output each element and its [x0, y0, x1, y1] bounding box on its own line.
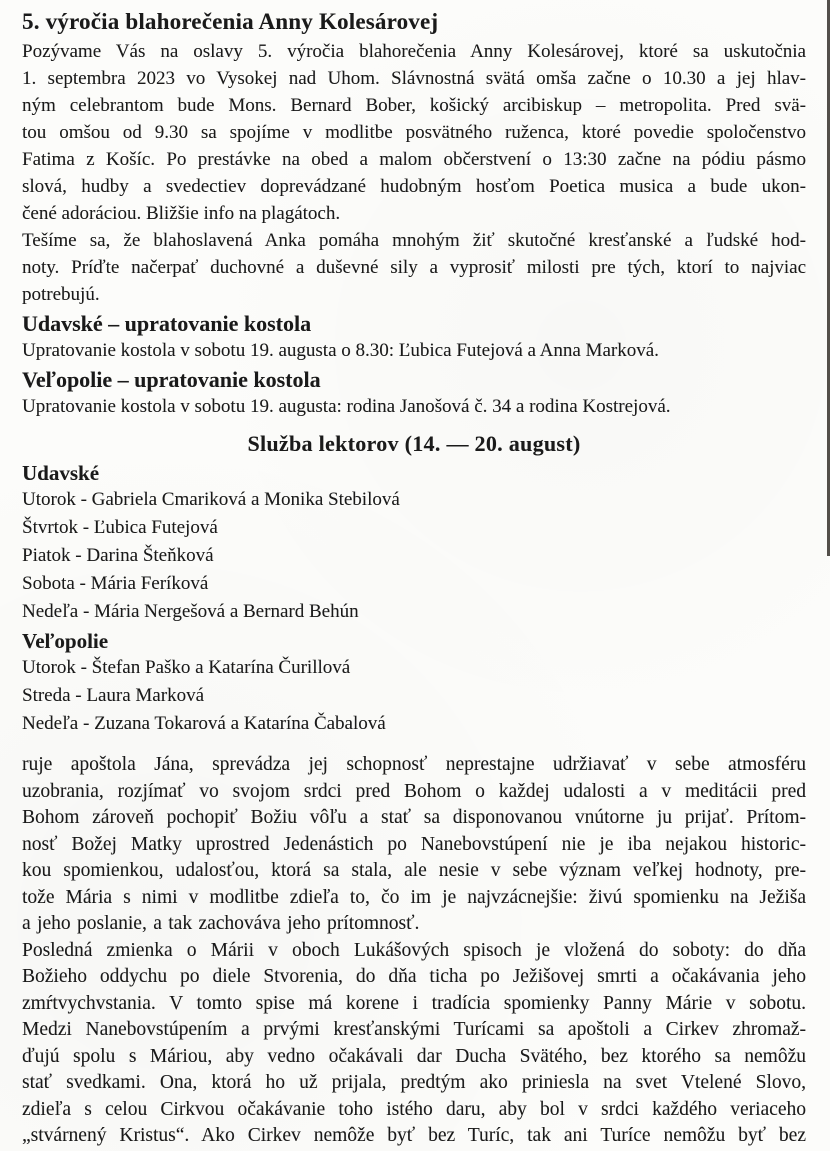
paragraph-article-mary-presence: [22, 752, 806, 938]
article-continuation: [22, 752, 806, 1150]
text-line: Štvrtok - Ľubica Futejová: [22, 517, 218, 538]
text-line: potrebujú.: [22, 284, 100, 305]
text-line: Streda - Laura Marková: [22, 685, 205, 706]
text-line: Utorok - Štefan Paško a Katarína Čurillová: [22, 657, 351, 678]
text-line: Fatima z Košíc. Po prestávke na obed a malom občerstvení o 13:30 začne na pódiu pásmo: [22, 149, 806, 170]
text-line: Tešíme sa, že blahoslavená Anka pomáha mnohým žiť skutočné kresťanské a ľudské hod-: [22, 230, 806, 251]
lector-group-name: Udavské: [22, 461, 100, 485]
text-line: Medzi Nanebovstúpením a prvými kresťanskými Turícami sa apoštoli a Cirkev zhromaž-: [22, 1019, 806, 1040]
text-line: uzobrania, rozjímať vo svojom srdci pred Bohom o každej udalosti a v meditácii pred: [22, 780, 806, 802]
paragraph-invitation: [22, 38, 806, 227]
text-line: 1. septembra 2023 vo Vysokej nad Uhom. Slávnostná svätá omša začne o 10.30 a jej hlav-: [22, 68, 806, 89]
text-line: noty. Príďte načerpať duchovné a duševné sily a vyprosiť milosti pre tých, ktorí to najviac: [22, 257, 806, 278]
text-line: ným celebrantom bude Mons. Bernard Bober, košický arcibiskup – metropolita. Pred svä-: [22, 95, 806, 116]
text-line: Pozývame Vás na oslavy 5. výročia blahorečenia Anny Kolesárovej, ktoré sa uskutočnia: [22, 41, 806, 62]
paragraph-article-saturday-memory: [22, 938, 806, 1150]
text-line: Božieho oddychu po diele Stvorenia, do dňa ticha po Ježišovej smrti a očakávania jeho: [22, 966, 806, 987]
text-line: tože Mária s nimi v modlitbe zdieľa to, čo im je najvzácnejšie: živú spomienku na Ježiša: [22, 886, 806, 908]
text-line: zmŕtvychvstania. V tomto spise má korene i tradícia spomienky Panny Márie v sobotu.: [22, 992, 806, 1014]
text-line: Sobota - Mária Feríková: [22, 573, 209, 594]
text-line: Nedeľa - Zuzana Tokarová a Katarína Čabalová: [22, 713, 386, 734]
lector-group-name: Veľopolie: [22, 629, 109, 653]
text-line: zdieľa s celou Cirkvou očakávanie toho istého daru, aby bol v srdci každého veriaceho: [22, 1098, 806, 1120]
heading-anniversary: 5. výročia blahorečenia Anny Kolesárovej: [22, 9, 439, 34]
text-line: nosť Božej Matky uprostred Jedenástich po Nanebovstúpení nie je iba nejakou historic-: [22, 833, 806, 855]
paragraph-anka: [22, 227, 806, 308]
text-line: tou omšou od 9.30 sa spojíme v modlitbe posvätného ruženca, ktoré povedie spoločenstvo: [22, 122, 806, 143]
lector-group-udavske: [22, 460, 806, 626]
text-velopolie-cleaning: Upratovanie kostola v sobotu 19. augusta: rodina Janošová č. 34 a rodina Kostrejová.: [22, 396, 671, 417]
heading-velopolie-cleaning: Veľopolie – upratovanie kostola: [22, 367, 321, 392]
text-line: a jeho poslanie, a tak zachováva jeho prítomnosť.: [22, 913, 420, 934]
text-line: Utorok - Gabriela Cmariková a Monika Stebilová: [22, 489, 400, 510]
text-line: kou spomienkou, udalosťou, ktorá sa stala, ale nesie v sebe význam veľkej hodnoty, pre-: [22, 860, 806, 881]
text-line: Piatok - Darina Šteňková: [22, 545, 214, 566]
lector-group-velopolie: [22, 628, 806, 738]
text-line: ďujú spolu s Máriou, aby vedno očakávali dar Ducha Svätého, bez ktorého sa nemôžu: [22, 1045, 806, 1067]
text-line: čené adoráciou. Bližšie info na plagátoch.: [22, 203, 341, 224]
text-line: Bohom zároveň pochopiť Božiu vôľu a stať sa disponovanou vnútorne ju prijať. Prítom-: [22, 807, 806, 828]
text-line: Nedeľa - Mária Nergešová a Bernard Behún: [22, 601, 359, 622]
text-line: ruje apoštola Jána, sprevádza jej schopnosť neprestajne udržiavať v sebe atmosféru: [22, 754, 806, 775]
lector-list-udavske: [22, 486, 806, 626]
text-line: stať svedkami. Ona, ktorá ho už prijala, predtým ako priniesla na svet Vtelené Slovo,: [22, 1072, 806, 1093]
heading-lectors-schedule: Služba lektorov (14. — 20. august): [247, 431, 581, 456]
lector-list-velopolie: [22, 654, 806, 738]
text-line: „stvárnený Kristus“. Ako Cirkev nemôže byť bez Turíc, tak ani Turíce nemôžu byť bez: [22, 1125, 806, 1146]
text-line: Posledná zmienka o Márii v oboch Lukášových spisoch je vložená do soboty: do dňa: [22, 939, 806, 961]
text-line: slová, hudby a svedectiev doprevádzané hudobným hosťom Poetica musica a bude ukon-: [22, 176, 806, 197]
heading-udavske-cleaning: Udavské – upratovanie kostola: [22, 311, 312, 336]
text-udavske-cleaning: Upratovanie kostola v sobotu 19. augusta o 8.30: Ľubica Futejová a Anna Marková.: [22, 340, 659, 361]
